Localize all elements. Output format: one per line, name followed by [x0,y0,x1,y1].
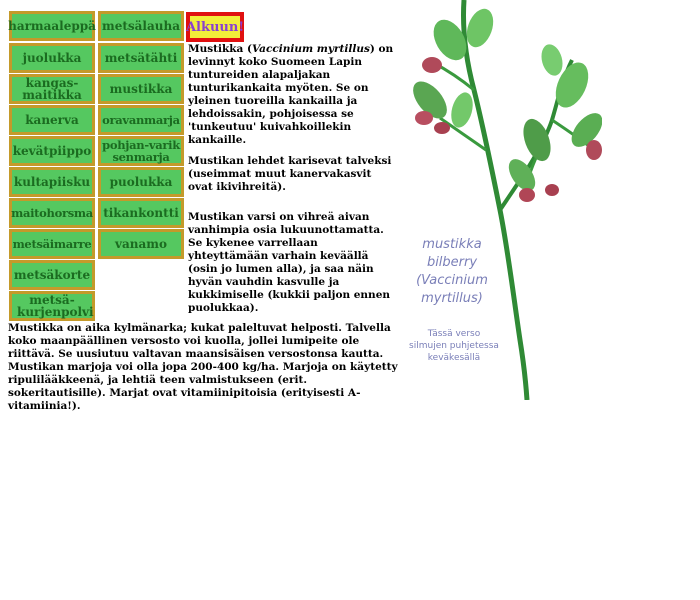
nav-button-kangasmaitikka[interactable]: kangas-maitikka [9,74,95,104]
article-paragraph-2: Mustikan lehdet karisevat talveksi (useimmat muut kanervakasvit ovat ikivihreitä). [188,155,392,193]
nav-button-vanamo[interactable]: vanamo [98,229,184,259]
nav-button-metsatahti[interactable]: metsätähti [98,43,184,73]
alkuun-button[interactable]: Alkuun! [186,12,244,42]
nav-button-metsakorte[interactable]: metsäkorte [9,260,95,290]
plant-name-caption: mustikka bilberry (Vaccinium myrtillus) [416,237,488,306]
nav-button-maitohorsma[interactable]: maitohorsma [9,198,95,228]
nav-button-metsalauha[interactable]: metsälauha [98,11,184,41]
article-paragraph-3: Mustikan varsi on vihreä aivan vanhimpia osia lukuunottamatta. Se kykenee varrellaan yhteyttämään varhain keväällä (osin jo lumen alla), ja saa näin hyvän vauhdin kasvulle ja kukkimiselle (kukkii paljon ennen puolukkaa). [188,211,391,314]
image-description-caption: Tässä verso silmujen puhjetessa keväkesällä [409,329,499,363]
nav-button-juolukka[interactable]: juolukka [9,43,95,73]
nav-button-metsakurjenpolvi[interactable]: metsä-kurjenpolvi [9,291,95,321]
nav-button-harmaaleppa[interactable]: harmaaleppä [9,11,95,41]
nav-button-kanerva[interactable]: kanerva [9,105,95,135]
nav-button-kevatpiippo[interactable]: kevätpiippo [9,136,95,166]
article-paragraph-1: Mustikka (Vaccinium myrtillus) on levinnyt koko Suomeen Lapin tuntureiden alapaljakan tunturikankaita myöten. Se on yleinen tuoreilla kankailla ja lehdoissakin, pohjoisessa se 'tunkeutuu' kuivahkoillekin kankaille. [188,43,394,146]
nav-button-kultapiisku[interactable]: kultapiisku [9,167,95,197]
nav-button-puolukka[interactable]: puolukka [98,167,184,197]
nav-button-pohjanvariksenmarja[interactable]: pohjan-variksenmarja [98,136,184,166]
nav-button-mustikka[interactable]: mustikka [98,74,184,104]
nav-button-tikankontti[interactable]: tikankontti [98,198,184,228]
nav-button-oravanmarja[interactable]: oravanmarja [98,105,184,135]
nav-button-metsaimarre[interactable]: metsäimarre [9,229,95,259]
article-paragraph-4: Mustikka on aika kylmänarka; kukat paleltuvat helposti. Talvella koko maanpäällinen versosto voi kuolla, jollei lumipeite ole riittävä. Se uusiutuu valtavan maansisäisen versostonsa kautta. Mustikan marjoja voi olla jopa 200-400 kg/ha. Marjoja on käytetty ripulilääkkeenä, ja lehtiä teen valmistukseen (erit. sokeritautisille). Marjat ovat vitamiinipitoisia (erityisesti A-vitamiinia!). [8,322,398,412]
